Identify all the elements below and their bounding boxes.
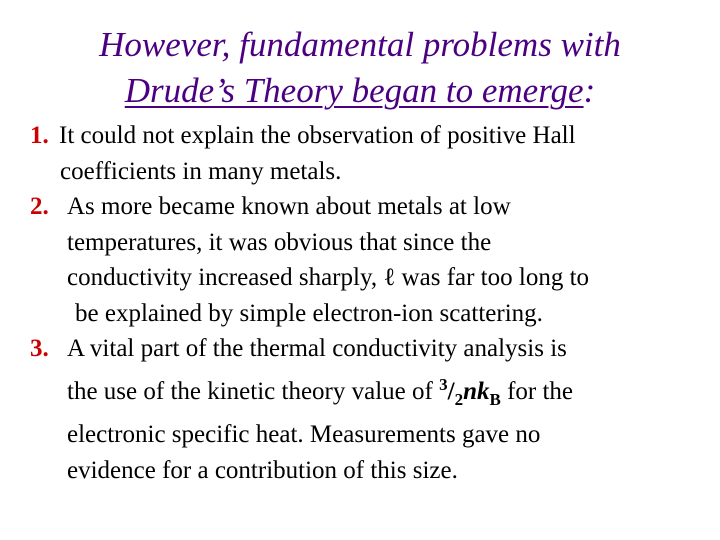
formula-nk: nk	[463, 377, 490, 405]
list-item	[30, 331, 710, 488]
list-item-line: be explained by simple electron-ion scattering.	[75, 299, 543, 327]
list-item-line: electronic specific heat. Measurements gave no	[67, 421, 541, 448]
numbered-list	[30, 118, 710, 488]
list-item-number: 3.	[30, 335, 49, 362]
list-item-line: conductivity increased sharply, ℓ was far too long to	[67, 264, 590, 291]
formula-trailing-text: for the	[500, 377, 574, 405]
title-line-2-underlined: Drude’s Theory began to emerge	[124, 71, 584, 110]
list-item-line: coefficients in many metals.	[60, 157, 342, 185]
title-line-1: However, fundamental problems with	[99, 25, 621, 64]
list-item-line: A vital part of the thermal conductivity analysis is	[67, 335, 567, 362]
formula-lead-text: the use of the kinetic theory value of	[67, 377, 440, 405]
slide-title	[0, 22, 720, 114]
list-item-line: It could not explain the observation of positive Hall	[59, 122, 576, 149]
formula-subscript: B	[489, 389, 501, 409]
list-item-line: evidence for a contribution of this size.	[67, 456, 458, 484]
list-item-number: 1.	[30, 122, 49, 149]
formula-numerator: 3	[439, 374, 448, 394]
list-item-line-formula	[30, 367, 710, 418]
formula-denominator: 2	[454, 389, 464, 409]
title-line-2	[0, 68, 720, 114]
formula-slash: /	[447, 377, 455, 405]
list-item-number: 2.	[30, 193, 49, 220]
list-item	[30, 118, 710, 189]
title-colon: :	[583, 71, 596, 110]
list-item-line: As more became known about metals at low	[67, 193, 511, 220]
list-item	[30, 189, 710, 331]
list-item-line: temperatures, it was obvious that since the	[67, 228, 492, 256]
